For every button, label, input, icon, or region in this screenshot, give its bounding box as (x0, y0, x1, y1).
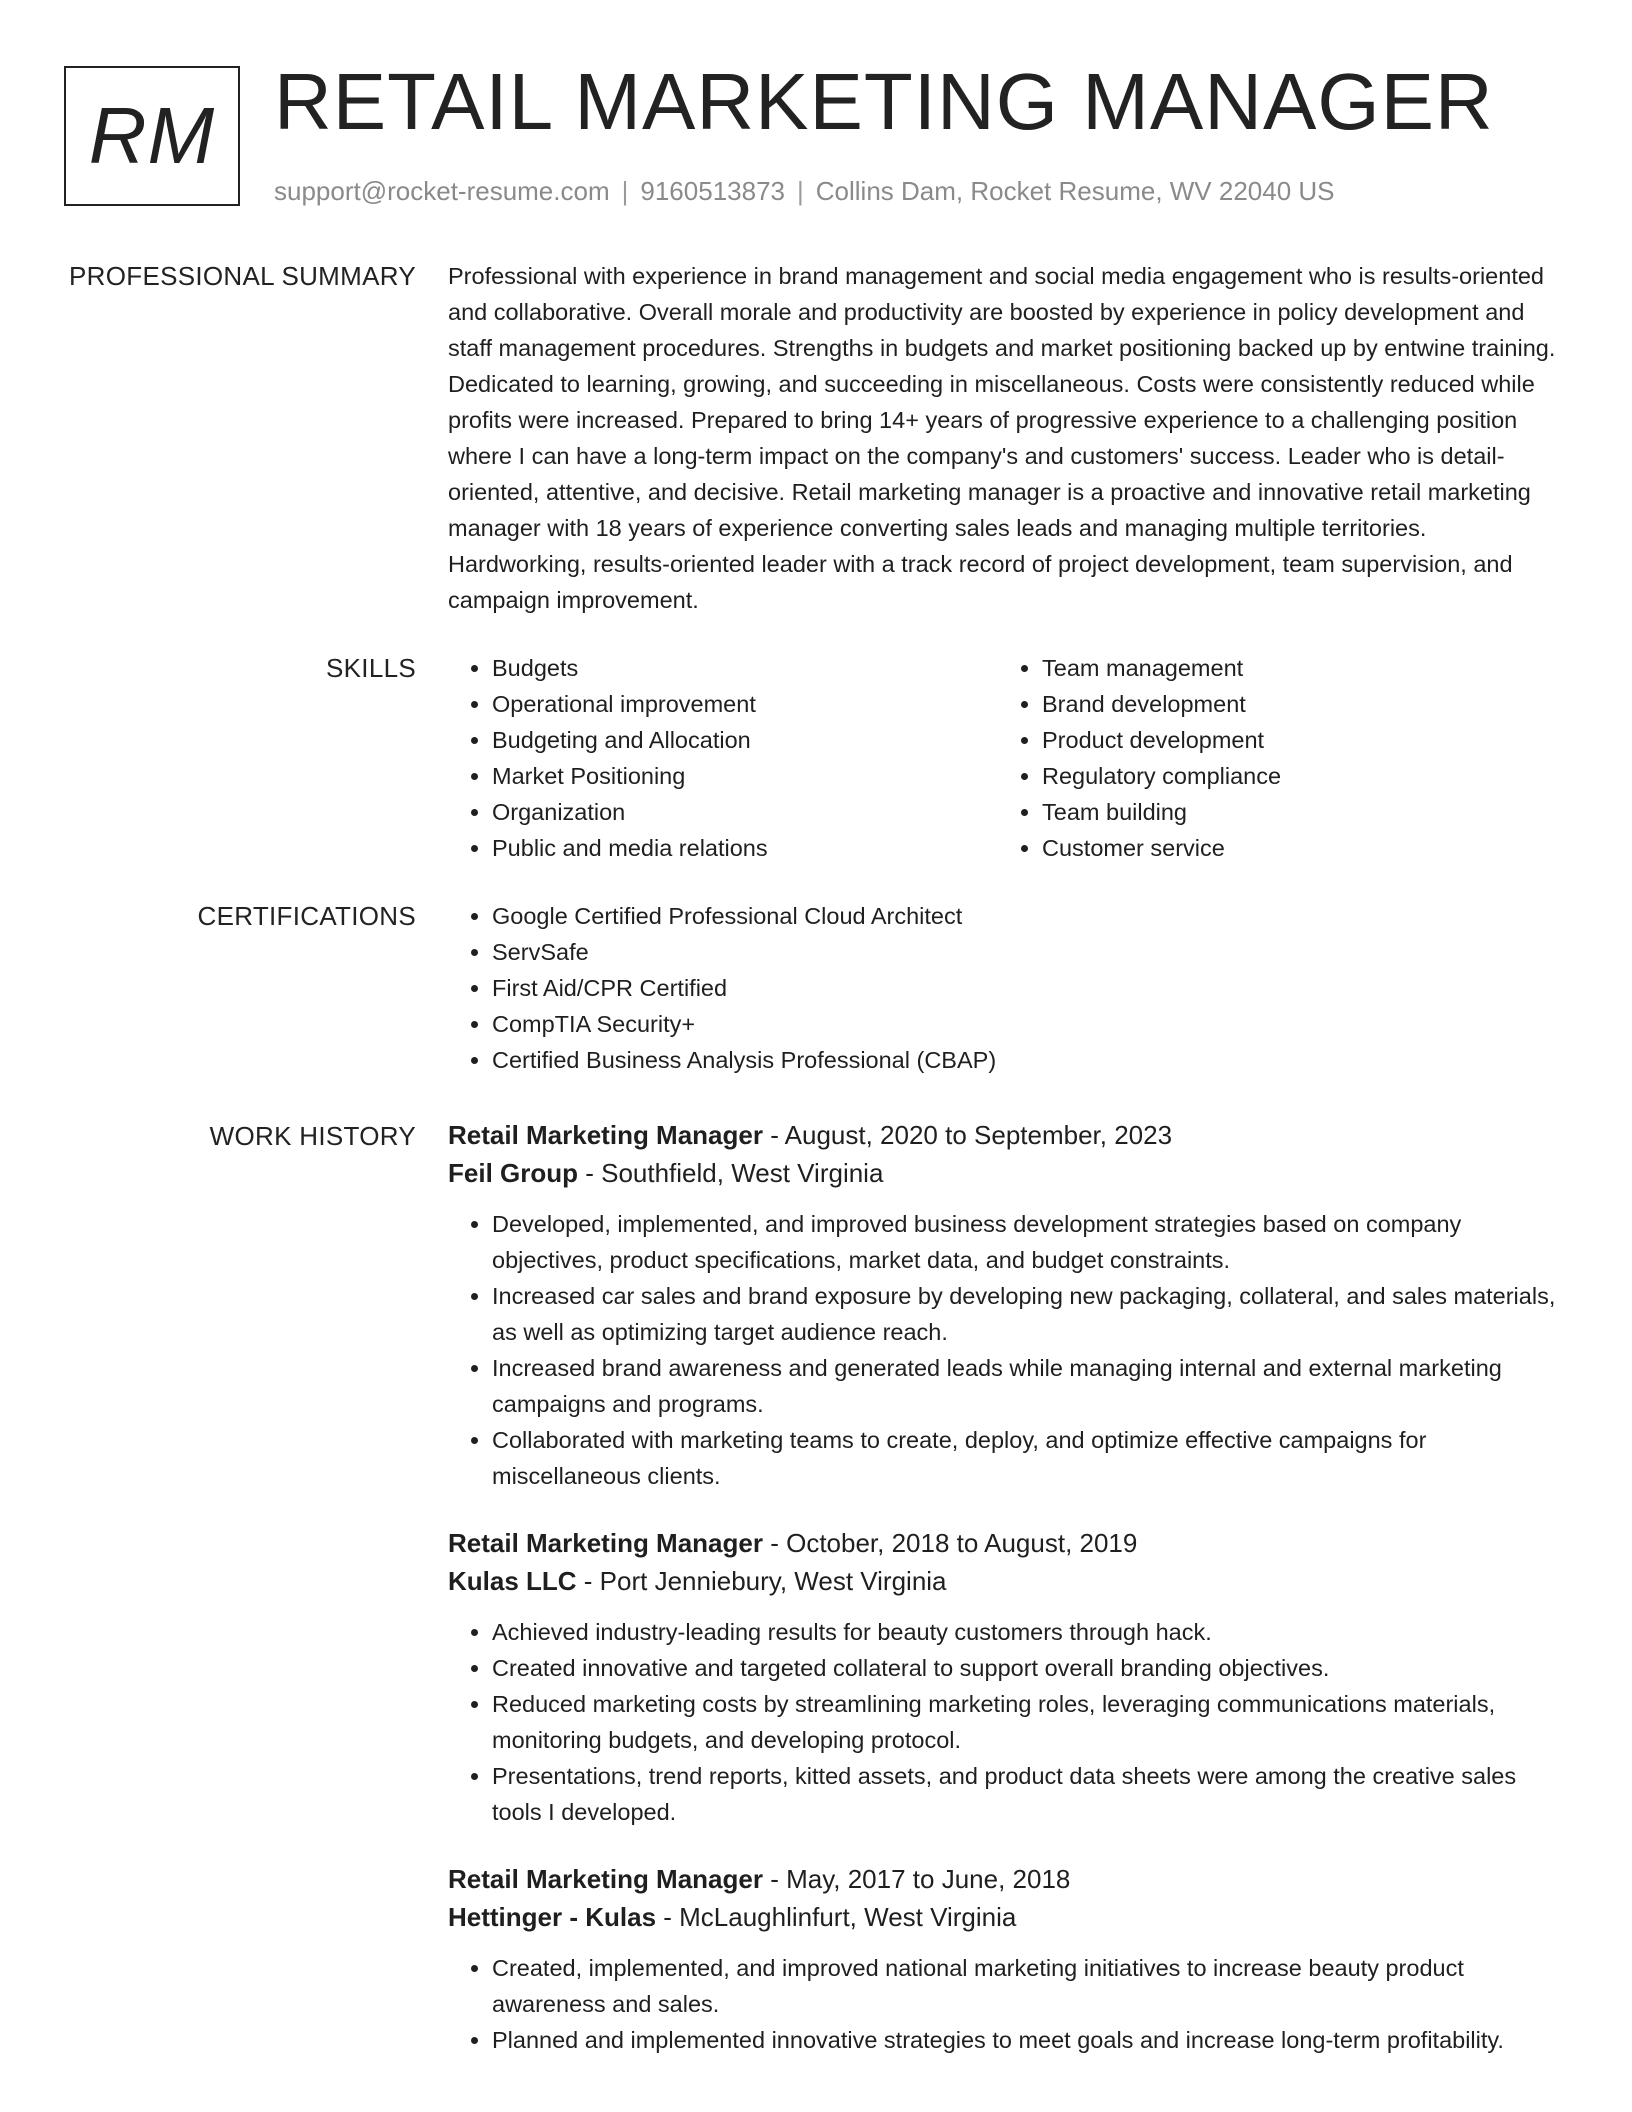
job-company-line (448, 1154, 1570, 1192)
skill-item: • Product development (1042, 722, 1542, 758)
skill-item: • Budgets (492, 650, 992, 686)
job-bullets (448, 1950, 1570, 2058)
contact-email: support@rocket-resume.com (274, 176, 610, 206)
skills-list-right (998, 650, 1542, 866)
certification-item: • CompTIA Security+ (492, 1006, 1570, 1042)
skill-item: • Customer service (1042, 830, 1542, 866)
contact-address: Collins Dam, Rocket Resume, WV 22040 US (815, 176, 1335, 206)
skill-item: • Public and media relations (492, 830, 992, 866)
job-bullet: • Collaborated with marketing teams to create, deploy, and optimize effective campaigns for miscellaneous clients. (492, 1422, 1570, 1494)
certifications-list (448, 898, 1570, 1078)
contact-line (274, 174, 1335, 208)
contact-separator: | (797, 176, 804, 206)
job-bullet: • Planned and implemented innovative strategies to meet goals and increase long-term profitability. (492, 2022, 1570, 2058)
certification-item: • Certified Business Analysis Professional (CBAP) (492, 1042, 1570, 1078)
job-bullet: • Created innovative and targeted collateral to support overall branding objectives. (492, 1650, 1570, 1686)
job-location: - Southfield, West Virginia (578, 1158, 884, 1188)
job-company: Feil Group (448, 1158, 578, 1188)
skill-item: • Market Positioning (492, 758, 992, 794)
resume-title: RETAIL MARKETING MANAGER (274, 57, 1494, 146)
job-role: Retail Marketing Manager (448, 1528, 763, 1558)
certification-item: • Google Certified Professional Cloud Architect (492, 898, 1570, 934)
job-company-line (448, 1562, 1570, 1600)
job-location: - Port Jenniebury, West Virginia (576, 1566, 947, 1596)
job-bullets (448, 1206, 1570, 1494)
skill-item: • Budgeting and Allocation (492, 722, 992, 758)
contact-separator: | (621, 176, 629, 206)
summary-text: Professional with experience in brand management and social media engagement who is results-oriented and collaborative. Overall morale and productivity are boosted by experience in policy development and staff management procedures. Strengths in budgets and market positioning backed up by entwine training. Dedicated to learning, growing, and succeeding in miscellaneous. Costs were consistently reduced while profits were increased. Prepared to bring 14+ years of progressive experience to a challenging position where I can have a long-term impact on the company's and customers' success. Leader who is detail-oriented, attentive, and decisive. Retail marketing manager is a proactive and innovative retail marketing manager with 18 years of experience converting sales leads and managing multiple territories. Hardworking, results-oriented leader with a track record of project development, team supervision, and campaign improvement. (448, 263, 1556, 613)
job-bullet: • Created, implemented, and improved national marketing initiatives to increase beauty product awareness and sales. (492, 1950, 1570, 2022)
job-bullet: • Developed, implemented, and improved business development strategies based on company objectives, product specifications, market data, and budget constraints. (492, 1206, 1570, 1278)
skills-heading: SKILLS (326, 653, 416, 683)
job-company: Kulas LLC (448, 1566, 577, 1596)
job-bullets (448, 1614, 1570, 1830)
job-bullet: • Increased brand awareness and generated leads while managing internal and external marketing campaigns and programs. (492, 1350, 1570, 1422)
contact-phone: 9160513873 (640, 176, 785, 206)
summary-heading: PROFESSIONAL SUMMARY (69, 261, 416, 291)
job-dates: - May, 2017 to June, 2018 (762, 1864, 1071, 1894)
job-role: Retail Marketing Manager (448, 1864, 763, 1894)
job-role: Retail Marketing Manager (448, 1120, 763, 1150)
job-location: - McLaughlinfurt, West Virginia (656, 1902, 1017, 1932)
certification-item: • First Aid/CPR Certified (492, 970, 1570, 1006)
certifications-heading: CERTIFICATIONS (197, 901, 416, 931)
skills-list-left (448, 650, 992, 866)
skill-item: • Team building (1042, 794, 1542, 830)
job-title-line (448, 1116, 1570, 1154)
job-dates: - October, 2018 to August, 2019 (762, 1528, 1138, 1558)
work-history-heading: WORK HISTORY (209, 1121, 416, 1151)
job-bullet: • Increased car sales and brand exposure by developing new packaging, collateral, and sales materials, as well as optimizing target audience reach. (492, 1278, 1570, 1350)
job-company-line (448, 1898, 1570, 1936)
job-dates: - August, 2020 to September, 2023 (762, 1120, 1173, 1150)
job-bullet: • Achieved industry-leading results for beauty customers through hack. (492, 1614, 1570, 1650)
skill-item: • Regulatory compliance (1042, 758, 1542, 794)
skill-item: • Team management (1042, 650, 1542, 686)
skill-item: • Organization (492, 794, 992, 830)
job-company: Hettinger - Kulas (448, 1902, 657, 1932)
job-entry (448, 1524, 1570, 1830)
monogram: RM (64, 66, 240, 206)
job-title-line (448, 1860, 1570, 1898)
skill-item: • Brand development (1042, 686, 1542, 722)
job-title-line (448, 1524, 1570, 1562)
job-entry (448, 1860, 1570, 2058)
skill-item: • Operational improvement (492, 686, 992, 722)
job-entry (448, 1116, 1570, 1494)
certification-item: • ServSafe (492, 934, 1570, 970)
job-bullet: • Reduced marketing costs by streamlining marketing roles, leveraging communications materials, monitoring budgets, and developing protocol. (492, 1686, 1570, 1758)
job-bullet: • Presentations, trend reports, kitted assets, and product data sheets were among the creative sales tools I developed. (492, 1758, 1570, 1830)
